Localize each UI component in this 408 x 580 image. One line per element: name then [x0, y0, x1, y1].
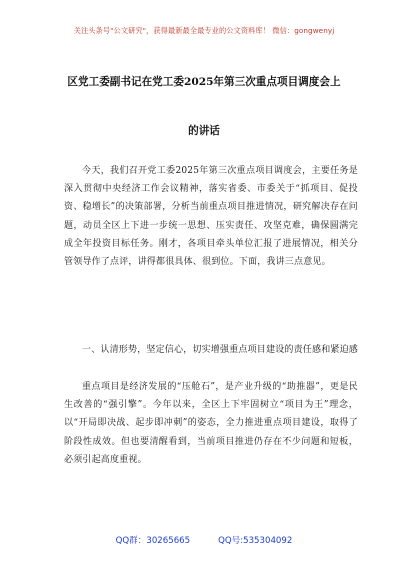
document-title-line-2: 的讲话 — [188, 125, 220, 137]
body-paragraph-intro: 今天，我们召开党工委2025年第三次重点项目调度会，主要任务是深入贯彻中央经济工作会议精神，落实省委、市委关于“抓项目、促投资、稳增长”的决策部署，分析当前重点项目推进情况，研究解决存在问题，动员全区上下进一步统一思想、压实责任、攻坚克难，确保圆满完成全年投资目标任务。刚才，各项目牵头单位汇报了进展情况，相关分管领导作了点评，讲得都很具体、很到位。下面，我讲三点意见。 — [64, 166, 358, 268]
section-heading-1: 一、认清形势，坚定信心，切实增强重点项目建设的责任感和紧迫感 — [82, 345, 359, 355]
footer-contact — [0, 534, 408, 546]
body-paragraph-section-1: 重点项目是经济发展的“压舱石”，是产业升级的“助推器”，更是民生改善的“强引擎”。今年以来，全区上下牢固树立“项目为王”理念，以“开局即决战、起步即冲刺”的姿态，全力推进重点项目建设，取得了阶段性成效。但也要清醒看到，当前项目推进仍存在不少问题和短板，必须引起高度重视。 — [64, 382, 358, 465]
footer-qq-group: QQ群：30265665 — [115, 536, 191, 546]
document-title-line-1: 区党工委副书记在党工委2025年第三次重点项目调度会上 — [67, 76, 341, 88]
header-promo-note: 关注头条号"公文研究"，获得最新最全最专业的公文资料库！ 微信：gongwenyj — [73, 26, 335, 35]
footer-qq-number: QQ号:535304092 — [218, 536, 293, 546]
